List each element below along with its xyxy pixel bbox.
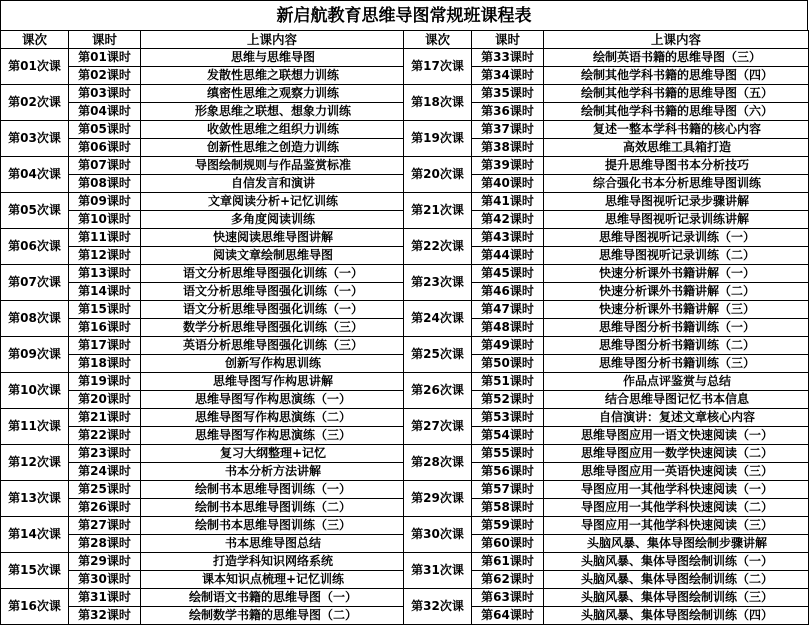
schedule-body [1, 49, 809, 625]
lesson-cell: 第24次课 [404, 301, 472, 337]
content-cell: 发散性思维之联想力训练 [141, 67, 404, 85]
content-cell: 思维导图写作构思演练（三） [141, 427, 404, 445]
period-cell: 第59课时 [472, 517, 544, 535]
table-row [1, 337, 809, 355]
period-cell: 第37课时 [472, 121, 544, 139]
table-row [1, 193, 809, 211]
content-cell: 思维导图视听记录步骤讲解 [544, 193, 809, 211]
content-cell: 绘制英语书籍的思维导图（三） [544, 49, 809, 67]
header-lesson-left: 课次 [1, 31, 69, 49]
lesson-cell: 第01次课 [1, 49, 69, 85]
period-cell: 第16课时 [69, 319, 141, 337]
lesson-cell: 第19次课 [404, 121, 472, 157]
content-cell: 提升思维导图书本分析技巧 [544, 157, 809, 175]
lesson-cell: 第20次课 [404, 157, 472, 193]
lesson-cell: 第27次课 [404, 409, 472, 445]
lesson-cell: 第23次课 [404, 265, 472, 301]
content-cell: 头脑风暴、集体导图绘制训练（四） [544, 607, 809, 625]
period-cell: 第52课时 [472, 391, 544, 409]
content-cell: 思维导图视听记录训练讲解 [544, 211, 809, 229]
table-row [1, 265, 809, 283]
period-cell: 第61课时 [472, 553, 544, 571]
content-cell: 头脑风暴、集体导图绘制训练（二） [544, 571, 809, 589]
lesson-cell: 第02次课 [1, 85, 69, 121]
period-cell: 第60课时 [472, 535, 544, 553]
period-cell: 第12课时 [69, 247, 141, 265]
period-cell: 第21课时 [69, 409, 141, 427]
lesson-cell: 第12次课 [1, 445, 69, 481]
content-cell: 思维导图应用一英语快速阅读（三） [544, 463, 809, 481]
table-row [1, 481, 809, 499]
period-cell: 第07课时 [69, 157, 141, 175]
period-cell: 第04课时 [69, 103, 141, 121]
content-cell: 绘制其他学科书籍的思维导图（六） [544, 103, 809, 121]
period-cell: 第45课时 [472, 265, 544, 283]
lesson-cell: 第05次课 [1, 193, 69, 229]
period-cell: 第48课时 [472, 319, 544, 337]
content-cell: 绘制语文书籍的思维导图（一） [141, 589, 404, 607]
content-cell: 语文分析思维导图强化训练（一） [141, 283, 404, 301]
period-cell: 第38课时 [472, 139, 544, 157]
table-row [1, 517, 809, 535]
lesson-cell: 第17次课 [404, 49, 472, 85]
content-cell: 快速分析课外书籍讲解（三） [544, 301, 809, 319]
content-cell: 快速分析课外书籍讲解（二） [544, 283, 809, 301]
period-cell: 第35课时 [472, 85, 544, 103]
period-cell: 第41课时 [472, 193, 544, 211]
lesson-cell: 第10次课 [1, 373, 69, 409]
period-cell: 第18课时 [69, 355, 141, 373]
period-cell: 第53课时 [472, 409, 544, 427]
header-period-right: 课时 [472, 31, 544, 49]
period-cell: 第15课时 [69, 301, 141, 319]
lesson-cell: 第30次课 [404, 517, 472, 553]
table-row [1, 301, 809, 319]
content-cell: 绘制书本思维导图训练（一） [141, 481, 404, 499]
period-cell: 第20课时 [69, 391, 141, 409]
table-row [1, 85, 809, 103]
period-cell: 第51课时 [472, 373, 544, 391]
lesson-cell: 第11次课 [1, 409, 69, 445]
table-row [1, 49, 809, 67]
content-cell: 思维导图视听记录训练（二） [544, 247, 809, 265]
header-row [1, 31, 809, 49]
lesson-cell: 第06次课 [1, 229, 69, 265]
period-cell: 第55课时 [472, 445, 544, 463]
lesson-cell: 第15次课 [1, 553, 69, 589]
content-cell: 复习大纲整理+记忆 [141, 445, 404, 463]
content-cell: 绘制书本思维导图训练（三） [141, 517, 404, 535]
content-cell: 收敛性思维之组织力训练 [141, 121, 404, 139]
content-cell: 思维导图应用一语文快速阅读（一） [544, 427, 809, 445]
table-row [1, 409, 809, 427]
content-cell: 快速阅读思维导图讲解 [141, 229, 404, 247]
table-row [1, 229, 809, 247]
header-content-left: 上课内容 [141, 31, 404, 49]
lesson-cell: 第04次课 [1, 157, 69, 193]
lesson-cell: 第07次课 [1, 265, 69, 301]
period-cell: 第26课时 [69, 499, 141, 517]
content-cell: 绘制数学书籍的思维导图（二） [141, 607, 404, 625]
content-cell: 综合强化书本分析思维导图训练 [544, 175, 809, 193]
period-cell: 第01课时 [69, 49, 141, 67]
period-cell: 第46课时 [472, 283, 544, 301]
content-cell: 文章阅读分析+记忆训练 [141, 193, 404, 211]
period-cell: 第10课时 [69, 211, 141, 229]
content-cell: 导图应用一其他学科快速阅读（三） [544, 517, 809, 535]
lesson-cell: 第25次课 [404, 337, 472, 373]
content-cell: 思维导图分析书籍训练（一） [544, 319, 809, 337]
content-cell: 快速分析课外书籍讲解（一） [544, 265, 809, 283]
period-cell: 第36课时 [472, 103, 544, 121]
period-cell: 第64课时 [472, 607, 544, 625]
content-cell: 思维与思维导图 [141, 49, 404, 67]
lesson-cell: 第31次课 [404, 553, 472, 589]
content-cell: 导图应用一其他学科快速阅读（二） [544, 499, 809, 517]
table-row [1, 373, 809, 391]
period-cell: 第28课时 [69, 535, 141, 553]
content-cell: 高效思维工具箱打造 [544, 139, 809, 157]
period-cell: 第44课时 [472, 247, 544, 265]
period-cell: 第22课时 [69, 427, 141, 445]
content-cell: 导图应用一其他学科快速阅读（一） [544, 481, 809, 499]
content-cell: 思维导图写作构思讲解 [141, 373, 404, 391]
period-cell: 第40课时 [472, 175, 544, 193]
content-cell: 形象思维之联想、想象力训练 [141, 103, 404, 121]
period-cell: 第42课时 [472, 211, 544, 229]
content-cell: 思维导图写作构思演练（一） [141, 391, 404, 409]
lesson-cell: 第18次课 [404, 85, 472, 121]
period-cell: 第49课时 [472, 337, 544, 355]
lesson-cell: 第09次课 [1, 337, 69, 373]
content-cell: 思维导图分析书籍训练（二） [544, 337, 809, 355]
lesson-cell: 第03次课 [1, 121, 69, 157]
schedule-title: 新启航教育思维导图常规班课程表 [0, 0, 808, 30]
period-cell: 第24课时 [69, 463, 141, 481]
table-row [1, 157, 809, 175]
table-row [1, 553, 809, 571]
period-cell: 第32课时 [69, 607, 141, 625]
period-cell: 第13课时 [69, 265, 141, 283]
period-cell: 第02课时 [69, 67, 141, 85]
period-cell: 第17课时 [69, 337, 141, 355]
lesson-cell: 第16次课 [1, 589, 69, 625]
period-cell: 第14课时 [69, 283, 141, 301]
content-cell: 绘制其他学科书籍的思维导图（四） [544, 67, 809, 85]
content-cell: 创新性思维之创造力训练 [141, 139, 404, 157]
content-cell: 书本分析方法讲解 [141, 463, 404, 481]
content-cell: 语文分析思维导图强化训练（一） [141, 265, 404, 283]
content-cell: 自信演讲：复述文章核心内容 [544, 409, 809, 427]
lesson-cell: 第13次课 [1, 481, 69, 517]
period-cell: 第09课时 [69, 193, 141, 211]
content-cell: 复述一整本学科书籍的核心内容 [544, 121, 809, 139]
period-cell: 第56课时 [472, 463, 544, 481]
content-cell: 创新写作构思训练 [141, 355, 404, 373]
content-cell: 作品点评鉴赏与总结 [544, 373, 809, 391]
period-cell: 第25课时 [69, 481, 141, 499]
period-cell: 第31课时 [69, 589, 141, 607]
content-cell: 结合思维导图记忆书本信息 [544, 391, 809, 409]
content-cell: 头脑风暴、集体导图绘制训练（三） [544, 589, 809, 607]
period-cell: 第39课时 [472, 157, 544, 175]
content-cell: 思维导图应用一数学快速阅读（二） [544, 445, 809, 463]
period-cell: 第58课时 [472, 499, 544, 517]
lesson-cell: 第32次课 [404, 589, 472, 625]
period-cell: 第34课时 [472, 67, 544, 85]
period-cell: 第05课时 [69, 121, 141, 139]
content-cell: 思维导图写作构思演练（二） [141, 409, 404, 427]
period-cell: 第11课时 [69, 229, 141, 247]
period-cell: 第08课时 [69, 175, 141, 193]
table-row [1, 589, 809, 607]
content-cell: 英语分析思维导图强化训练（三） [141, 337, 404, 355]
content-cell: 绘制书本思维导图训练（二） [141, 499, 404, 517]
period-cell: 第57课时 [472, 481, 544, 499]
period-cell: 第19课时 [69, 373, 141, 391]
content-cell: 自信发言和演讲 [141, 175, 404, 193]
lesson-cell: 第08次课 [1, 301, 69, 337]
period-cell: 第03课时 [69, 85, 141, 103]
content-cell: 打造学科知识网络系统 [141, 553, 404, 571]
content-cell: 绘制其他学科书籍的思维导图（五） [544, 85, 809, 103]
content-cell: 语文分析思维导图强化训练（一） [141, 301, 404, 319]
content-cell: 阅读文章绘制思维导图 [141, 247, 404, 265]
period-cell: 第47课时 [472, 301, 544, 319]
content-cell: 导图绘制规则与作品鉴赏标准 [141, 157, 404, 175]
period-cell: 第50课时 [472, 355, 544, 373]
period-cell: 第27课时 [69, 517, 141, 535]
header-lesson-right: 课次 [404, 31, 472, 49]
lesson-cell: 第22次课 [404, 229, 472, 265]
content-cell: 数学分析思维导图强化训练（三） [141, 319, 404, 337]
period-cell: 第23课时 [69, 445, 141, 463]
content-cell: 课本知识点梳理+记忆训练 [141, 571, 404, 589]
lesson-cell: 第28次课 [404, 445, 472, 481]
content-cell: 思维导图视听记录训练（一） [544, 229, 809, 247]
content-cell: 头脑风暴、集体导图绘制训练（一） [544, 553, 809, 571]
content-cell: 书本思维导图总结 [141, 535, 404, 553]
schedule-table [0, 30, 809, 625]
lesson-cell: 第26次课 [404, 373, 472, 409]
period-cell: 第06课时 [69, 139, 141, 157]
period-cell: 第33课时 [472, 49, 544, 67]
header-content-right: 上课内容 [544, 31, 809, 49]
table-row [1, 445, 809, 463]
header-period-left: 课时 [69, 31, 141, 49]
content-cell: 头脑风暴、集体导图绘制步骤讲解 [544, 535, 809, 553]
period-cell: 第54课时 [472, 427, 544, 445]
lesson-cell: 第29次课 [404, 481, 472, 517]
content-cell: 思维导图分析书籍训练（三） [544, 355, 809, 373]
content-cell: 缜密性思维之观察力训练 [141, 85, 404, 103]
period-cell: 第62课时 [472, 571, 544, 589]
period-cell: 第43课时 [472, 229, 544, 247]
table-row [1, 121, 809, 139]
period-cell: 第63课时 [472, 589, 544, 607]
lesson-cell: 第21次课 [404, 193, 472, 229]
period-cell: 第30课时 [69, 571, 141, 589]
period-cell: 第29课时 [69, 553, 141, 571]
lesson-cell: 第14次课 [1, 517, 69, 553]
content-cell: 多角度阅读训练 [141, 211, 404, 229]
